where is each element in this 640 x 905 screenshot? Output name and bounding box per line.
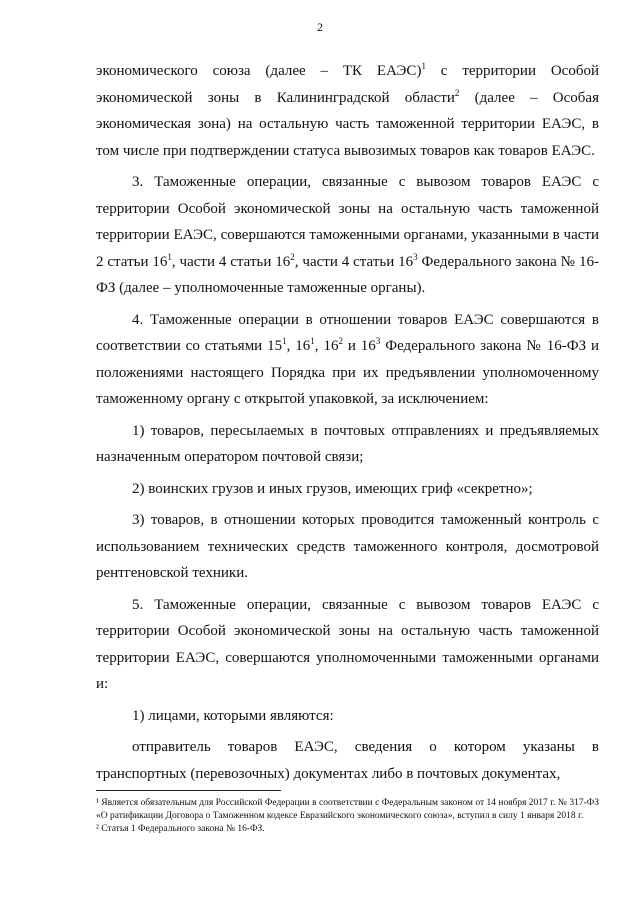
- superscript: 1: [421, 61, 426, 71]
- sub-item-sender: отправитель товаров ЕАЭС, сведения о котором указаны в транспортных (перевозочных) документах либо в почтовых документах,: [96, 739, 599, 782]
- superscript: 2: [338, 336, 343, 346]
- document-body: [96, 58, 599, 787]
- superscript: 1: [167, 251, 172, 262]
- paragraph-4: 4. Таможенные операции в отношении товаров ЕАЭС совершаются в соответствии со статьями $15^1$, $16^1$, $16^2$ и $16^3$ Федерального закона № 16-ФЗ и положениями настоящего Порядка при их предъявлении уполномоченному таможенному органу с открытой упаковкой, за исключением:: [96, 311, 600, 407]
- list-item-4-2: 2) воинских грузов и иных грузов, имеющих гриф «секретно»;: [132, 480, 533, 497]
- paragraph-5: 5. Таможенные операции, связанные с вывозом товаров ЕАЭС с территории Особой экономической зоны на остальную часть таможенной территории ЕАЭС, совершаются уполномоченными таможенными органами и:: [96, 596, 599, 692]
- superscript: 1: [282, 336, 287, 346]
- superscript: 3: [375, 336, 381, 346]
- footnote-1: ¹ Является обязательным для Российской Федерации в соответствии с Федеральным законом от 14 ноября 2017 г. № 317-ФЗ «О ратификации Договора о Таможенном кодексе Евразийского экономического союза», вступил в силу 1 января 2018 г.: [96, 798, 599, 821]
- superscript: 1: [310, 336, 315, 346]
- footnotes: [96, 797, 599, 836]
- list-item-4-3: 3) товаров, в отношении которых проводится таможенный контроль с использованием технических средств таможенного контроля, досмотровой рентгеновской техники.: [96, 512, 599, 581]
- superscript: 2: [454, 87, 460, 98]
- footnote-divider: [96, 790, 281, 791]
- list-item-4-1: 1) товаров, пересылаемых в почтовых отправлениях и предъявляемых назначенным оператором почтовой связи;: [96, 422, 599, 465]
- paragraph-continuation: экономического союза (далее – ТК ЕАЭС)$^1$ с территории Особой экономической зоны в Калининградской области$^2$ (далее – Особая экономическая зона) на остальную часть таможенной территории ЕАЭС, в том числе при подтверждении статуса вывозимых товаров как товаров ЕАЭС.: [96, 61, 599, 159]
- list-item-5-1: 1) лицами, которыми являются:: [132, 707, 334, 724]
- footnote-2: ² Статья 1 Федерального закона № 16-ФЗ.: [96, 824, 265, 834]
- paragraph-3: 3. Таможенные операции, связанные с вывозом товаров ЕАЭС с территории Особой экономической зоны на остальную часть таможенной территории ЕАЭС, совершаются таможенными органами, указанными в части 2 статьи $16^1$, части 4 статьи $16^2$, части 4 статьи $16^3$ Федерального закона № 16-ФЗ (далее – уполномоченные таможенные органы).: [96, 174, 600, 296]
- superscript: 3: [413, 251, 418, 262]
- superscript: 2: [290, 251, 295, 262]
- page-number: 2: [317, 20, 323, 34]
